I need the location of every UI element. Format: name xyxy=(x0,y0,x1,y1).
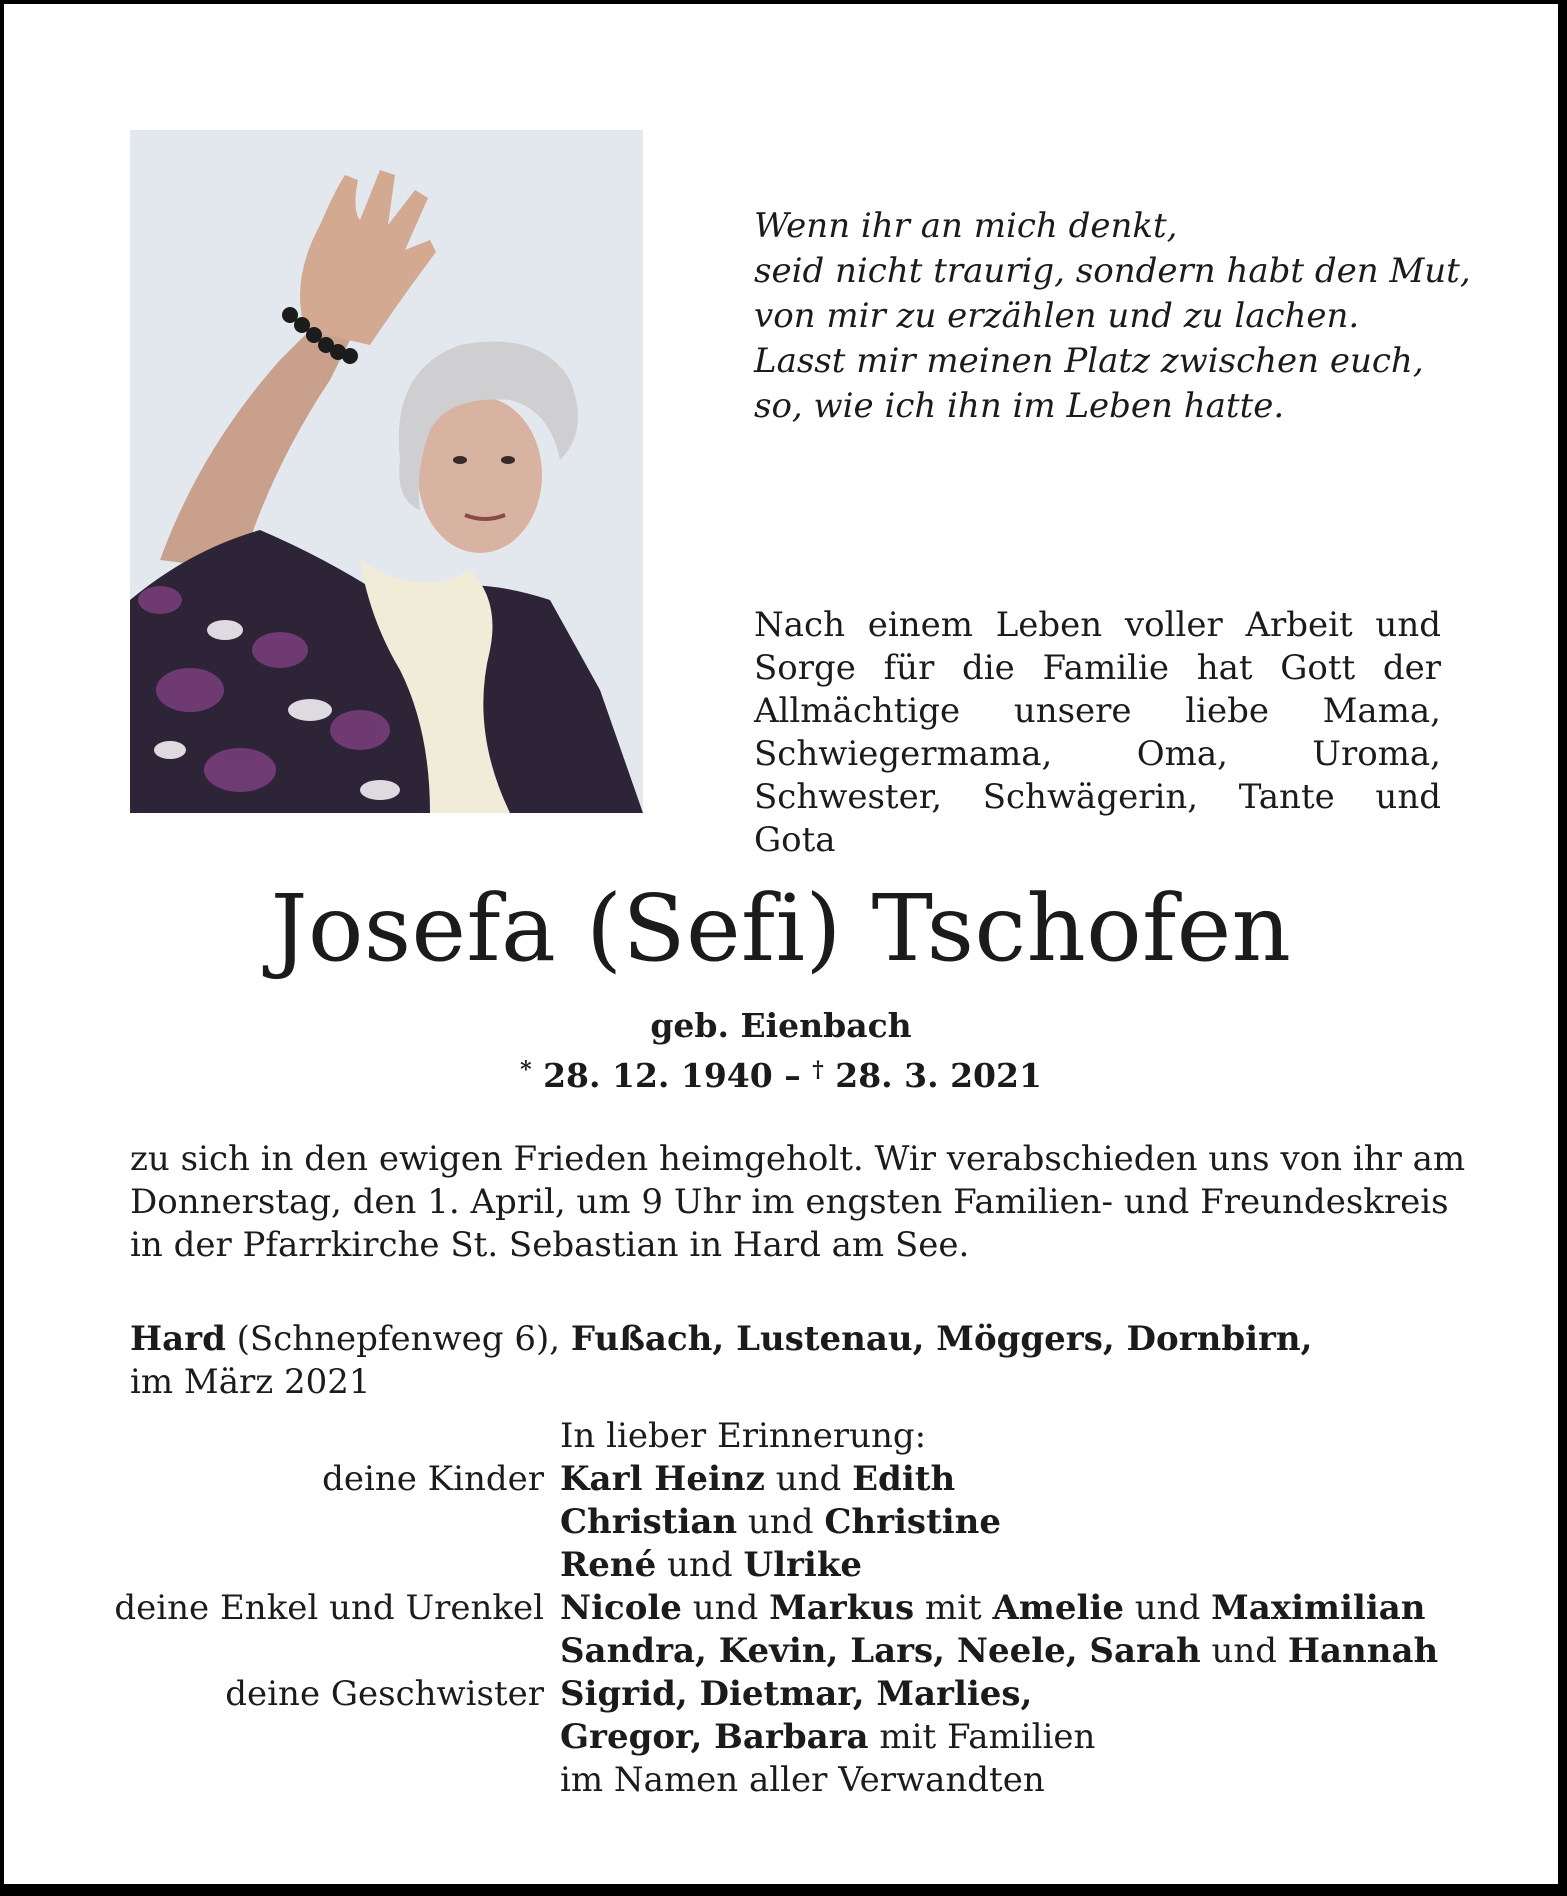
obituary-page xyxy=(4,4,1558,1884)
death-date: 28. 3. 2021 xyxy=(835,1056,1042,1095)
name-bold: Hannah xyxy=(1287,1631,1439,1671)
announcement-line: in der Pfarrkirche St. Sebastian in Hard am See. xyxy=(130,1225,970,1265)
portrait-illustration xyxy=(130,130,643,813)
names-line: im Namen aller Verwandten xyxy=(560,1760,1045,1800)
connector: und xyxy=(1200,1631,1288,1671)
connector: mit Familien xyxy=(868,1717,1096,1757)
names-line xyxy=(560,1458,955,1501)
birth-symbol: * xyxy=(520,1057,532,1083)
relation-label-kinder: deine Kinder xyxy=(322,1459,544,1499)
connector: mit xyxy=(914,1588,993,1628)
announcement-line: Donnerstag, den 1. April, um 9 Uhr im engsten Familien- und Freundeskreis xyxy=(130,1182,1449,1222)
names-line xyxy=(560,1544,862,1587)
funeral-announcement xyxy=(130,1138,1466,1267)
date-separator: – xyxy=(784,1056,801,1095)
poem-line: von mir zu erzählen und zu lachen. xyxy=(754,296,1360,336)
name-bold: Sigrid, Dietmar, Marlies, xyxy=(560,1674,1033,1714)
names-line xyxy=(560,1587,1425,1630)
life-dates xyxy=(4,1048,1558,1098)
name-bold: Nicole xyxy=(560,1588,682,1628)
connector: und xyxy=(1123,1588,1212,1628)
name-bold: Christian xyxy=(560,1502,738,1542)
poem-line: so, wie ich ihn im Leben hatte. xyxy=(754,386,1285,426)
name-bold: Amelie xyxy=(992,1588,1124,1628)
name-bold: Markus xyxy=(769,1588,915,1628)
poem-line: Wenn ihr an mich denkt, xyxy=(754,206,1178,246)
memory-label: In lieber Erinnerung: xyxy=(560,1416,927,1456)
connector: und xyxy=(737,1502,825,1542)
place-address: (Schnepfenweg 6), xyxy=(225,1319,571,1359)
name-bold: Gregor, Barbara xyxy=(560,1717,869,1757)
name-bold: Edith xyxy=(852,1459,956,1499)
announcement-line: zu sich in den ewigen Frieden heimgeholt. Wir verabschieden uns von ihr am xyxy=(130,1139,1466,1179)
deceased-name: Josefa (Sefi) Tschofen xyxy=(270,875,1292,982)
place-line xyxy=(130,1318,1440,1361)
name-bold: René xyxy=(560,1545,657,1585)
birth-date: 28. 12. 1940 xyxy=(543,1056,773,1095)
place-and-date xyxy=(130,1318,1440,1404)
death-symbol: † xyxy=(812,1057,824,1083)
names-line xyxy=(560,1630,1438,1673)
maiden-name: geb. Eienbach xyxy=(650,1006,912,1045)
poem xyxy=(754,204,1514,429)
connector: und xyxy=(681,1588,770,1628)
names-line xyxy=(560,1716,1095,1759)
connector: und xyxy=(656,1545,744,1585)
place-town: Hard xyxy=(130,1319,226,1359)
place-other-towns: Fußach, Lustenau, Möggers, Dornbirn, xyxy=(570,1319,1313,1359)
name-bold: Christine xyxy=(824,1502,1002,1542)
intro-paragraph: Nach einem Leben voller Arbeit und Sorge für die Familie hat Gott der Allmächtige unsere liebe Mama, Schwiegermama, Oma, Uroma, Schwester, Schwägerin, Tante und Gota xyxy=(754,605,1441,860)
name-bold: Ulrike xyxy=(743,1545,863,1585)
names-line xyxy=(560,1501,1001,1544)
connector: und xyxy=(764,1459,853,1499)
name-bold: Sandra, Kevin, Lars, Neele, Sarah xyxy=(560,1631,1201,1671)
portrait-photo xyxy=(130,130,643,813)
relation-label-enkel: deine Enkel und Urenkel xyxy=(114,1588,544,1628)
name-bold: Karl Heinz xyxy=(560,1459,765,1499)
relation-label-geschwister: deine Geschwister xyxy=(225,1674,544,1714)
name-bold: Maximilian xyxy=(1211,1588,1426,1628)
poem-line: seid nicht traurig, sondern habt den Mut, xyxy=(754,251,1471,291)
place-date: im März 2021 xyxy=(130,1362,371,1402)
names-line xyxy=(560,1673,1032,1716)
poem-line: Lasst mir meinen Platz zwischen euch, xyxy=(754,341,1424,381)
